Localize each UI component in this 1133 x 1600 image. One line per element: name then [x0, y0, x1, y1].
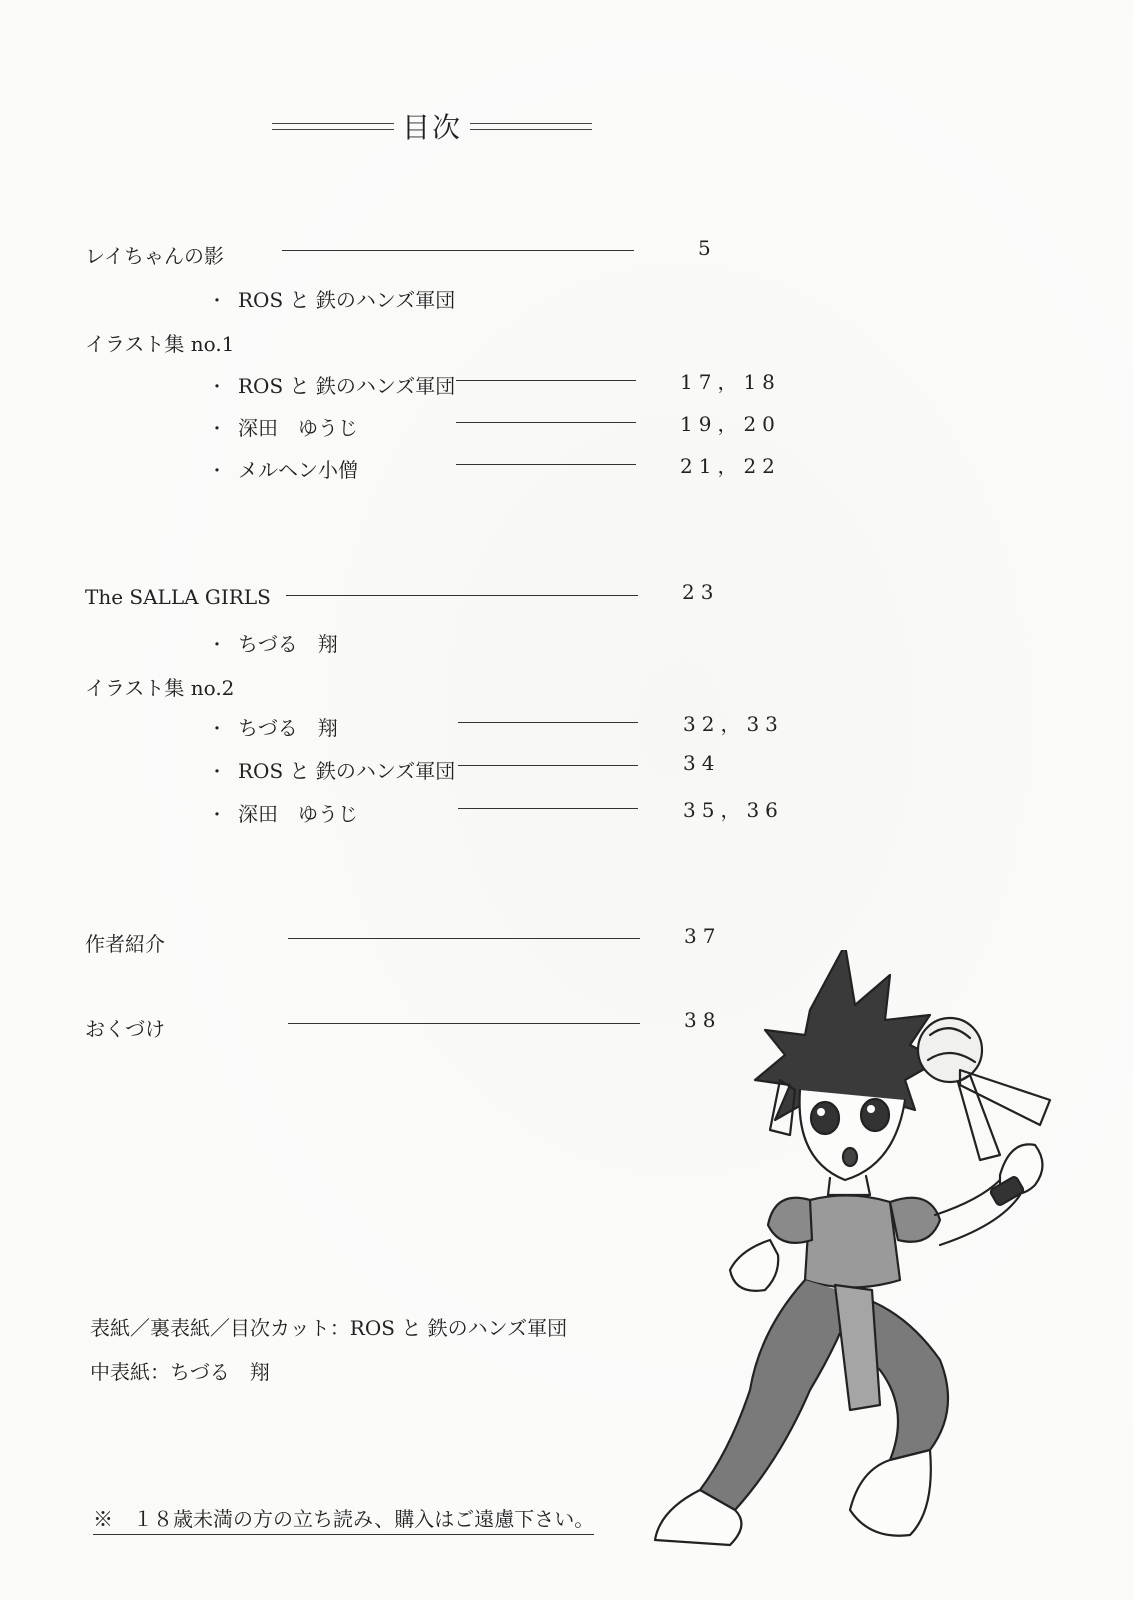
page-number: 37	[684, 924, 722, 948]
title-rule-left	[272, 123, 394, 130]
leader-line	[286, 595, 638, 596]
leader-line	[456, 464, 636, 465]
toc-subentry	[208, 370, 455, 399]
bullet: ・	[208, 377, 226, 398]
bullet: ・	[208, 635, 226, 656]
bullet: ・	[208, 719, 226, 740]
page-number: 34	[683, 751, 721, 775]
author-name: メルヘン小僧	[238, 458, 358, 482]
bullet: ・	[208, 762, 226, 783]
author-name: 深田 ゆうじ	[238, 416, 358, 440]
page-number: 32，33	[683, 712, 784, 736]
page-number: 17，18	[680, 370, 781, 394]
author-name: 深田 ゆうじ	[238, 802, 358, 826]
leader-line	[288, 1023, 640, 1024]
toc-subentry	[208, 454, 358, 483]
toc-entry-illust-1: イラスト集 no.1	[85, 332, 235, 356]
title-rule-right	[470, 123, 592, 130]
author-name: ROS と 鉄のハンズ軍団	[238, 759, 456, 783]
author-name: ROS と 鉄のハンズ軍団	[238, 288, 456, 312]
page-number: 35，36	[683, 798, 784, 822]
toc-title	[272, 108, 592, 144]
author-name: ROS と 鉄のハンズ軍団	[238, 374, 456, 398]
page-number: 38	[684, 1008, 722, 1032]
author-name: ちづる 翔	[238, 632, 338, 656]
toc-entry-colophon: おくづけ	[85, 1017, 165, 1041]
character-illustration	[640, 950, 1080, 1550]
toc-subentry	[208, 798, 358, 827]
toc-subentry	[208, 628, 338, 657]
toc-entry-rei-chan: レイちゃんの影	[85, 244, 224, 268]
leader-line	[458, 808, 638, 809]
toc-entry-salla-girls: The SALLA GIRLS	[85, 585, 271, 609]
toc-subentry	[208, 755, 455, 784]
leader-line	[458, 722, 638, 723]
inner-cover-credit: 中表紙：ちづる 翔	[90, 1360, 270, 1384]
toc-subentry	[208, 412, 358, 441]
page-number: 21，22	[680, 454, 781, 478]
toc-entry-illust-2: イラスト集 no.2	[85, 676, 235, 700]
leader-line	[288, 938, 640, 939]
page-number: 23	[682, 580, 720, 604]
age-restriction-notice: ※ １８歳未満の方の立ち読み、購入はご遠慮下さい。	[93, 1503, 594, 1535]
leader-line	[282, 250, 634, 251]
cover-credit: 表紙／裏表紙／目次カット：ROS と 鉄のハンズ軍団	[90, 1316, 568, 1340]
page-number: 19，20	[680, 412, 781, 436]
leader-line	[458, 765, 638, 766]
bullet: ・	[208, 805, 226, 826]
leader-line	[456, 380, 636, 381]
toc-subentry	[208, 712, 338, 741]
page-number: 5	[698, 236, 717, 260]
author-name: ちづる 翔	[238, 716, 338, 740]
toc-subentry	[208, 284, 455, 313]
page-title: 目次	[402, 111, 463, 144]
bullet: ・	[208, 461, 226, 482]
bullet: ・	[208, 419, 226, 440]
toc-entry-author-intro: 作者紹介	[85, 932, 165, 956]
leader-line	[456, 422, 636, 423]
bullet: ・	[208, 291, 226, 312]
